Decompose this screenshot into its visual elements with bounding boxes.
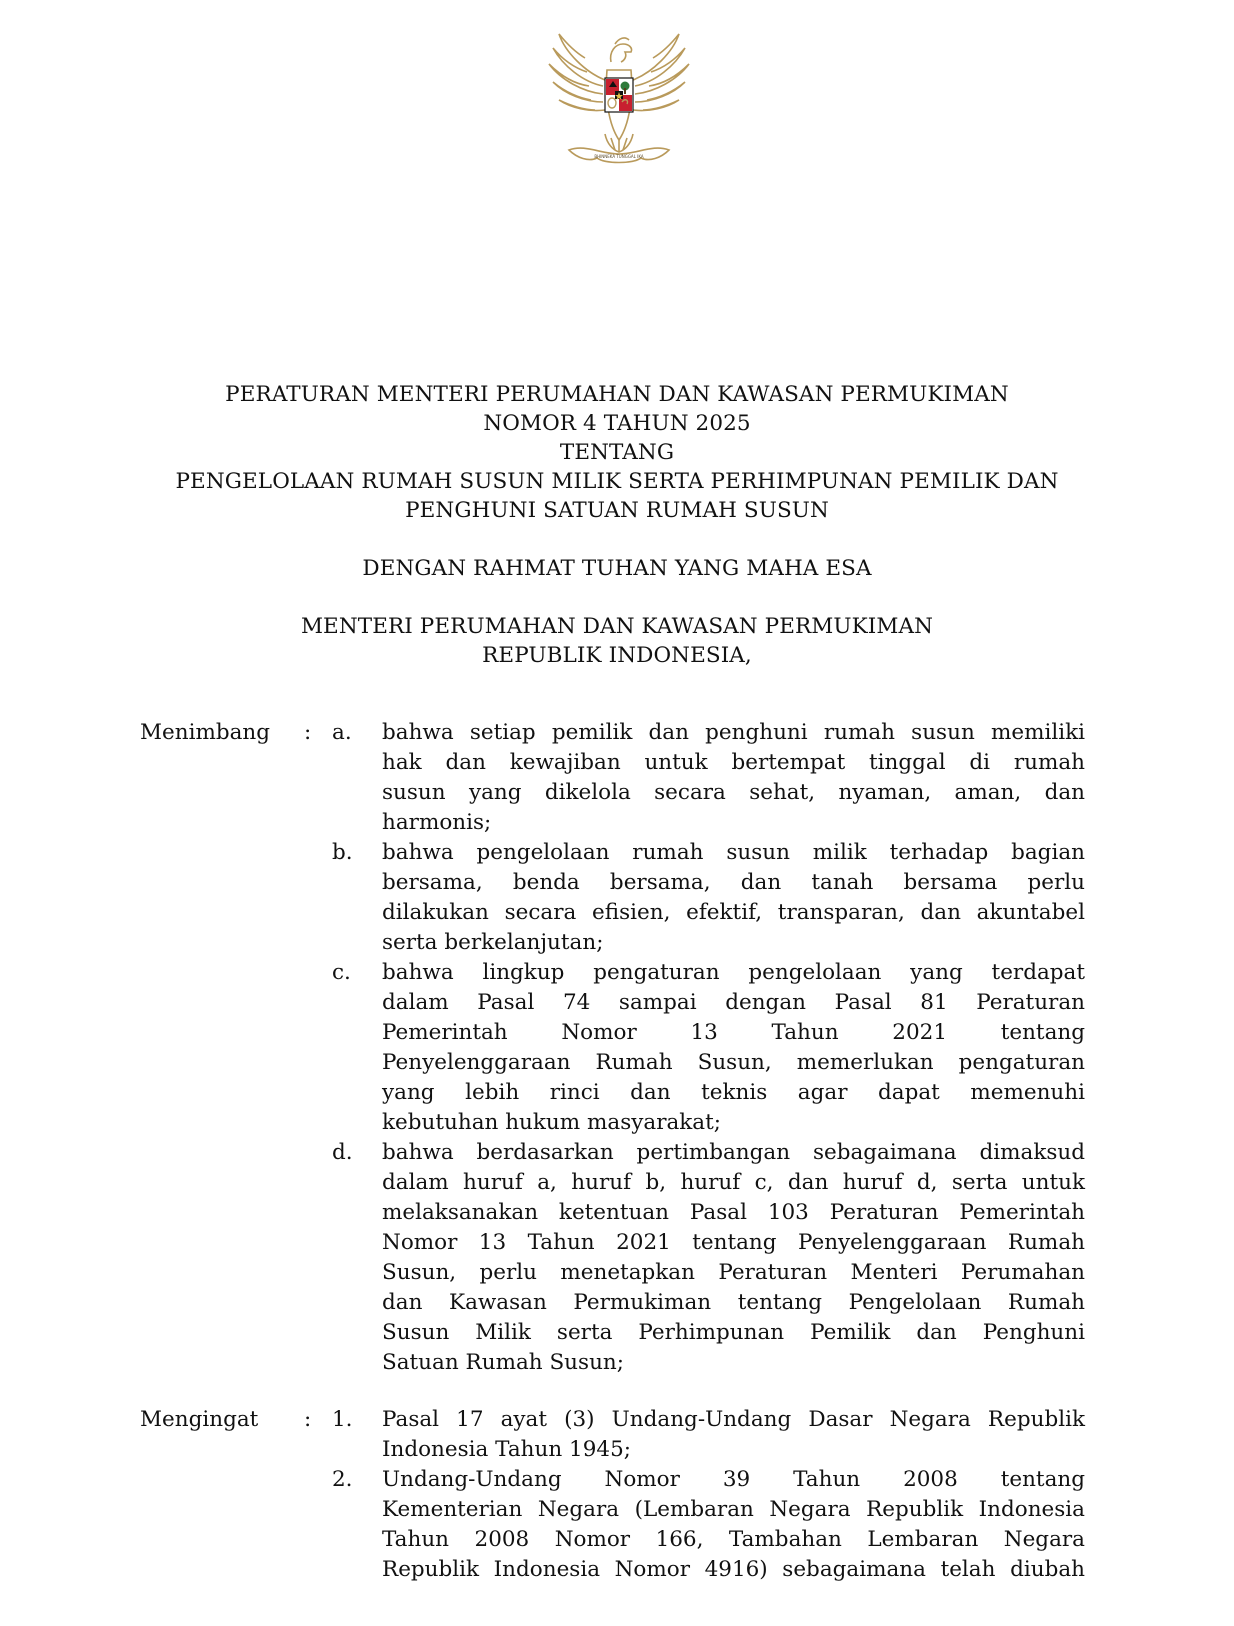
section-label-mengingat: Mengingat — [140, 1407, 259, 1432]
item-line: bahwa pengelolaan rumah susun milik terhadap bagian — [382, 840, 1085, 865]
item-line: serta berkelanjutan; — [382, 930, 604, 955]
item-marker: c. — [332, 960, 351, 985]
item-line: Indonesia Tahun 1945; — [382, 1437, 632, 1462]
title-line: PERATURAN MENTERI PERUMAHAN DAN KAWASAN PERMUKIMAN — [225, 382, 1009, 407]
item-line: dalam Pasal 74 sampai dengan Pasal 81 Peraturan — [382, 990, 1085, 1015]
item-line: Tahun 2008 Nomor 166, Tambahan Lembaran Negara — [382, 1527, 1085, 1552]
item-marker: a. — [332, 720, 352, 745]
item-line: Republik Indonesia Nomor 4916) sebagaimana telah diubah — [382, 1557, 1085, 1582]
minister-line: MENTERI PERUMAHAN DAN KAWASAN PERMUKIMAN — [300, 614, 934, 639]
item-line: bahwa berdasarkan pertimbangan sebagaimana dimaksud — [382, 1140, 1085, 1165]
item-line: dalam huruf a, huruf b, huruf c, dan huruf d, serta untuk — [382, 1170, 1085, 1195]
item-line: dan Kawasan Permukiman tentang Pengelolaan Rumah — [382, 1290, 1085, 1315]
item-line: hak dan kewajiban untuk bertempat tinggal di rumah — [382, 750, 1085, 775]
regulation-title-block — [0, 380, 1234, 670]
item-line: Pasal 17 ayat (3) Undang-Undang Dasar Negara Republik — [382, 1407, 1085, 1432]
section-label-menimbang: Menimbang — [140, 720, 271, 745]
item-line: bahwa setiap pemilik dan penghuni rumah susun memiliki — [382, 720, 1085, 745]
item-marker: b. — [332, 840, 353, 865]
item-line: Penyelenggaraan Rumah Susun, memerlukan pengaturan — [382, 1050, 1085, 1075]
item-marker: d. — [332, 1140, 353, 1165]
item-line: susun yang dikelola secara sehat, nyaman, aman, dan — [382, 780, 1085, 805]
item-line: Susun Milik serta Perhimpunan Pemilik dan Penghuni — [382, 1320, 1085, 1345]
item-line: Kementerian Negara (Lembaran Negara Republik Indonesia — [382, 1497, 1085, 1522]
item-line: bahwa lingkup pengaturan pengelolaan yang terdapat — [382, 960, 1085, 985]
garuda-pancasila-emblem-icon — [545, 22, 693, 174]
title-line: TENTANG — [559, 440, 675, 465]
title-line: PENGELOLAAN RUMAH SUSUN MILIK SERTA PERHIMPUNAN PEMILIK DAN — [175, 469, 1059, 494]
minister-line: REPUBLIK INDONESIA, — [482, 643, 752, 668]
item-marker: 2. — [332, 1467, 353, 1492]
item-line: Undang-Undang Nomor 39 Tahun 2008 tentang — [382, 1467, 1085, 1492]
blessing-line: DENGAN RAHMAT TUHAN YANG MAHA ESA — [362, 556, 872, 581]
section-colon: : — [304, 720, 312, 745]
item-line: Pemerintah Nomor 13 Tahun 2021 tentang — [382, 1020, 1085, 1045]
item-line: melaksanakan ketentuan Pasal 103 Peraturan Pemerintah — [382, 1200, 1085, 1225]
item-marker: 1. — [332, 1407, 353, 1432]
item-line: Susun, perlu menetapkan Peraturan Menteri Perumahan — [382, 1260, 1085, 1285]
item-line: dilakukan secara efisien, efektif, transparan, dan akuntabel — [382, 900, 1085, 925]
title-line: PENGHUNI SATUAN RUMAH SUSUN — [405, 498, 829, 523]
item-line: Nomor 13 Tahun 2021 tentang Penyelenggaraan Rumah — [382, 1230, 1085, 1255]
title-line: NOMOR 4 TAHUN 2025 — [483, 411, 751, 436]
emblem-motto: BHINNEKA TUNGGAL IKA — [594, 154, 644, 159]
item-line: bersama, benda bersama, dan tanah bersama perlu — [382, 870, 1085, 895]
item-line: yang lebih rinci dan teknis agar dapat memenuhi — [382, 1080, 1085, 1105]
item-line: harmonis; — [382, 810, 492, 835]
section-colon: : — [304, 1407, 312, 1432]
item-line: kebutuhan hukum masyarakat; — [382, 1110, 722, 1135]
item-line: Satuan Rumah Susun; — [382, 1350, 625, 1375]
